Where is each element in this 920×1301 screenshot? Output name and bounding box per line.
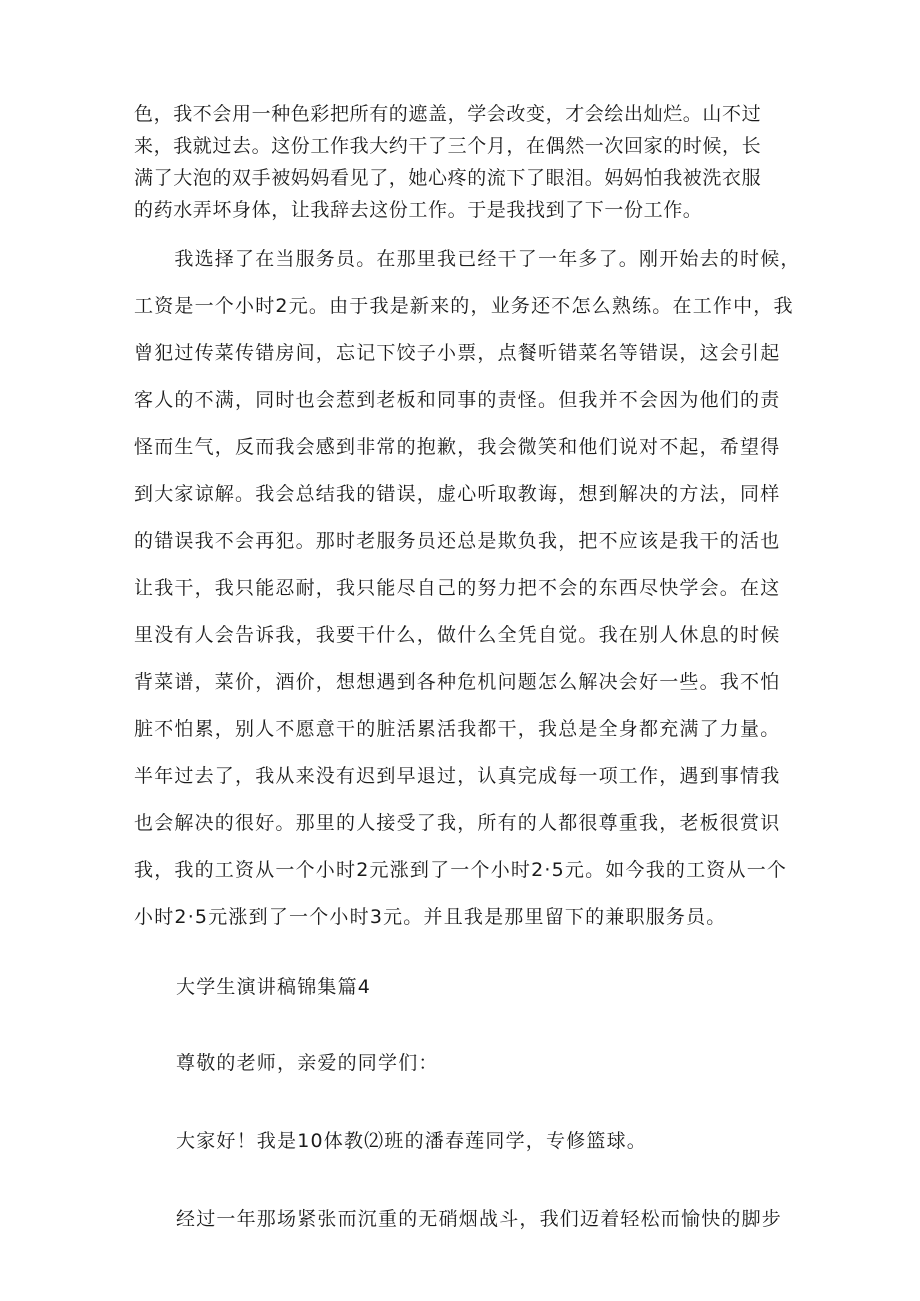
text-line: 经过一年那场紧张而沉重的无硝烟战斗，我们迈着轻松而愉快的脚步 (176, 1208, 783, 1230)
paragraph-waiter-job (134, 236, 801, 941)
paragraph-laundry-job (134, 98, 784, 226)
text-line: 让我干，我只能忍耐，我只能尽自己的努力把不会的东西尽快学会。在这 (134, 577, 781, 599)
text-line: 脏不怕累，别人不愿意干的脏活累活我都干，我总是全身都充满了力量。 (134, 718, 781, 740)
text-line: 小时2·5元涨到了一个小时3元。并且我是那里留下的兼职服务员。 (134, 906, 727, 928)
text-line: 怪而生气，反而我会感到非常的抱歉，我会微笑和他们说对不起，希望得 (134, 436, 781, 458)
text-line: 半年过去了，我从来没有迟到早退过，认真完成每一项工作，遇到事情我 (134, 765, 781, 787)
text-line: 背菜谱，菜价，酒价，想想遇到各种危机问题怎么解决会好一些。我不怕 (134, 671, 781, 693)
text-line: 工资是一个小时2元。由于我是新来的，业务还不怎么熟练。在工作中，我 (134, 295, 794, 317)
text-line: 的药水弄坏身体，让我辞去这份工作。于是我找到了下一份工作。 (134, 199, 703, 221)
greeting: 大家好！我是10体教⑵班的潘春莲同学，专修篮球。 (176, 1130, 647, 1152)
text-line: 色，我不会用一种色彩把所有的遮盖，学会改变，才会绘出灿烂。山不过 (134, 103, 762, 125)
salutation: 尊敬的老师，亲爱的同学们： (176, 1052, 439, 1074)
text-line: 到大家谅解。我会总结我的错误，虚心听取教诲，想到解决的方法，同样 (134, 483, 781, 505)
text-line: 来，我就过去。这份工作我大约干了三个月，在偶然一次回家的时候，长 (134, 135, 762, 157)
text-line: 也会解决的很好。那里的人接受了我，所有的人都很尊重我，老板很赏识 (134, 812, 781, 834)
text-line: 满了大泡的双手被妈妈看见了，她心疼的流下了眼泪。妈妈怕我被洗衣服 (134, 167, 762, 189)
section-heading: 大学生演讲稿锦集篇4 (176, 976, 372, 998)
text-line: 我，我的工资从一个小时2元涨到了一个小时2·5元。如今我的工资从一个 (134, 859, 788, 881)
text-line: 曾犯过传菜传错房间，忘记下饺子小票，点餐听错菜名等错误，这会引起 (134, 342, 781, 364)
text-line: 客人的不满，同时也会惹到老板和同事的责怪。但我并不会因为他们的责 (134, 389, 781, 411)
text-line: 的错误我不会再犯。那时老服务员还总是欺负我，把不应该是我干的活也 (134, 530, 781, 552)
text-line: 我选择了在当服务员。在那里我已经干了一年多了。刚开始去的时候， (134, 248, 801, 270)
text-line: 里没有人会告诉我，我要干什么，做什么全凭自觉。我在别人休息的时候 (134, 624, 781, 646)
